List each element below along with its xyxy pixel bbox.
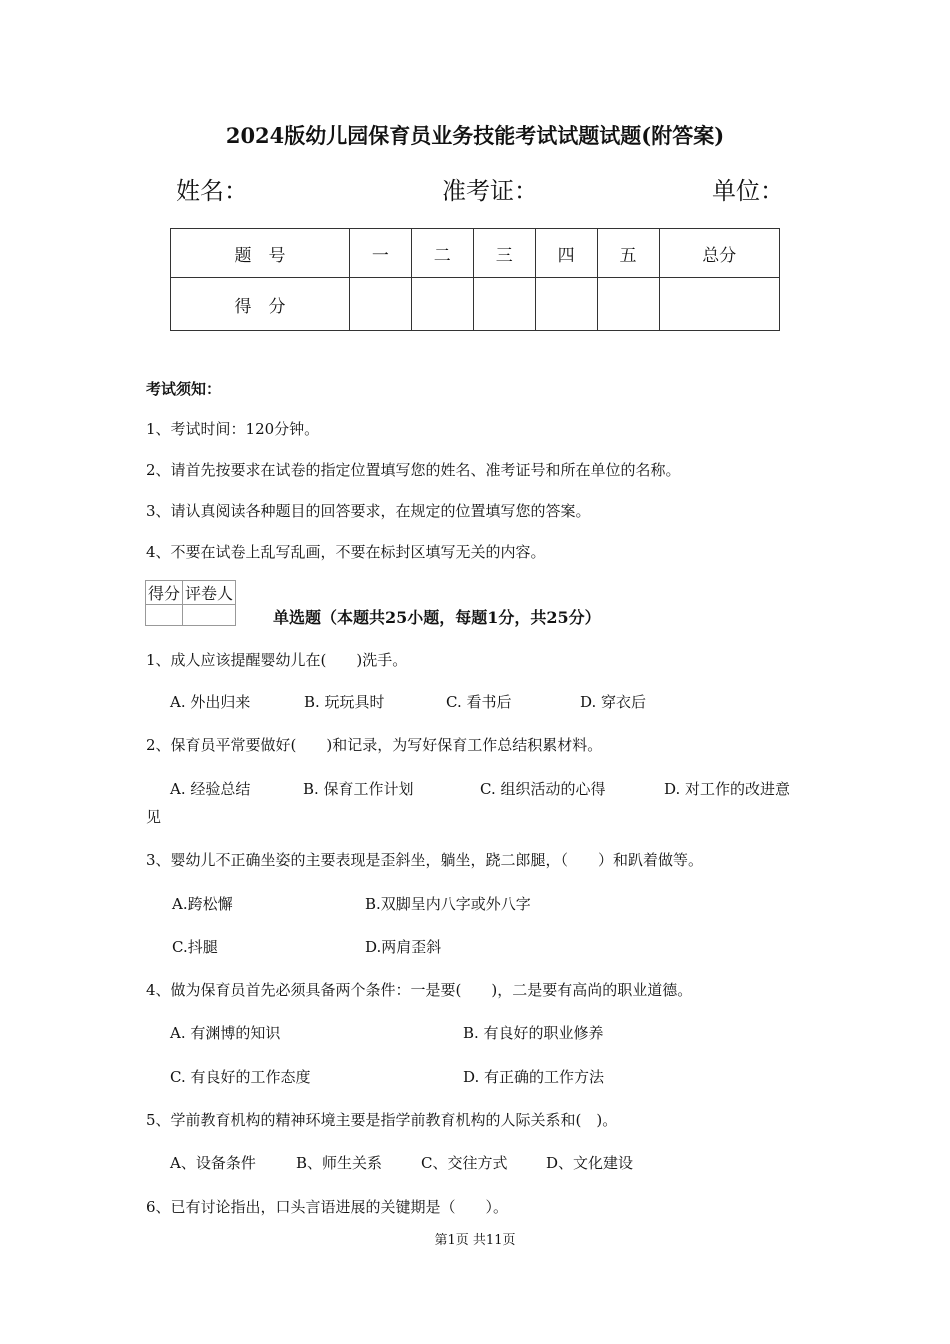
option: C.抖腿	[172, 938, 218, 956]
grader-box	[145, 580, 236, 626]
option: A.跨松懈	[172, 895, 233, 913]
option: B、师生关系	[296, 1154, 383, 1172]
option: B. 玩玩具时	[304, 693, 385, 711]
option: B. 保育工作计划	[303, 780, 414, 798]
notice-item: 1、考试时间：120分钟。	[146, 420, 320, 438]
notice-item: 4、不要在试卷上乱写乱画，不要在标封区填写无关的内容。	[146, 543, 546, 561]
header-cell-total: 总分	[659, 229, 779, 278]
option: A. 经验总结	[170, 780, 251, 798]
header-cell-label: 题 号	[171, 229, 350, 278]
score-cell	[349, 278, 411, 331]
grader-score-cell	[146, 605, 183, 626]
notice-item: 2、请首先按要求在试卷的指定位置填写您的姓名、准考证号和所在单位的名称。	[146, 461, 681, 479]
score-table-header-row	[171, 229, 780, 278]
score-cell	[411, 278, 473, 331]
page-title: 2024版幼儿园保育员业务技能考试试题试题(附答案)	[225, 123, 725, 148]
score-table-score-row	[171, 278, 780, 331]
grader-name-cell	[183, 605, 236, 626]
option: C. 组织活动的心得	[480, 780, 606, 798]
option: D、文化建设	[546, 1154, 634, 1172]
option: D. 有正确的工作方法	[463, 1068, 605, 1086]
option: D.两肩歪斜	[365, 938, 442, 956]
score-row-label: 得 分	[171, 278, 350, 331]
question-stem: 1、成人应该提醒婴幼儿在( )洗手。	[146, 651, 408, 669]
score-table	[170, 228, 780, 331]
section-title: 单选题（本题共25小题，每题1分，共25分）	[273, 608, 601, 627]
question-stem: 5、学前教育机构的精神环境主要是指学前教育机构的人际关系和( )。	[146, 1111, 618, 1129]
header-cell-1: 一	[349, 229, 411, 278]
grader-name-label: 评卷人	[183, 581, 236, 605]
question-stem: 3、婴幼儿不正确坐姿的主要表现是歪斜坐，躺坐，跷二郎腿，（ ）和趴着做等。	[146, 851, 704, 869]
score-cell	[535, 278, 597, 331]
option: B.双脚呈内八字或外八字	[365, 895, 531, 913]
option: B. 有良好的职业修养	[463, 1024, 604, 1042]
notice-item: 3、请认真阅读各种题目的回答要求，在规定的位置填写您的答案。	[146, 502, 591, 520]
header-cell-2: 二	[411, 229, 473, 278]
option: C. 看书后	[446, 693, 512, 711]
score-cell	[597, 278, 659, 331]
option: A. 外出归来	[170, 693, 251, 711]
header-cell-5: 五	[597, 229, 659, 278]
option: D. 对工作的改进意	[664, 780, 791, 798]
option: D. 穿衣后	[580, 693, 647, 711]
score-cell	[473, 278, 535, 331]
header-cell-3: 三	[473, 229, 535, 278]
unit-field-label: 单位：	[712, 177, 784, 205]
option: C. 有良好的工作态度	[170, 1068, 311, 1086]
option: A. 有渊博的知识	[170, 1024, 281, 1042]
grader-score-label: 得分	[146, 581, 183, 605]
option: A、设备条件	[170, 1154, 256, 1172]
question-stem: 4、做为保育员首先必须具备两个条件：一是要( )，二是要有高尚的职业道德。	[146, 981, 693, 999]
page-footer: 第1页 共11页	[434, 1233, 516, 1248]
question-stem: 6、已有讨论指出，口头言语进展的关键期是（ ）。	[146, 1198, 509, 1216]
header-cell-4: 四	[535, 229, 597, 278]
option: C、交往方式	[421, 1154, 508, 1172]
question-stem: 2、保育员平常要做好( )和记录，为写好保育工作总结积累材料。	[146, 736, 603, 754]
score-cell	[659, 278, 779, 331]
exam-id-field-label: 准考证：	[442, 177, 538, 205]
notice-heading: 考试须知：	[146, 380, 222, 398]
name-field-label: 姓名：	[176, 177, 248, 205]
option-wrap: 见	[146, 808, 162, 826]
